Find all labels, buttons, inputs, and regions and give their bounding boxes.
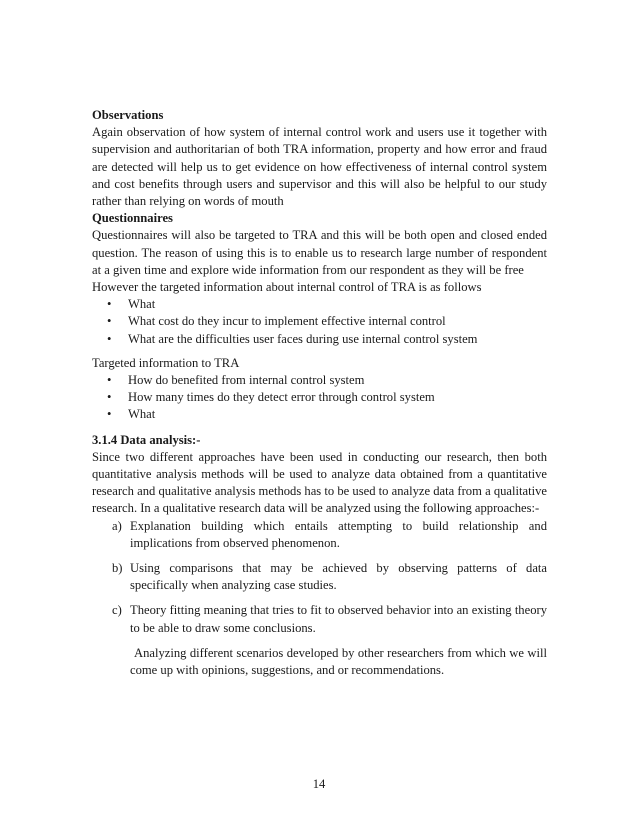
list-item-text: What are the difficulties user faces during use internal control system: [128, 331, 478, 346]
list-item: [107, 372, 547, 389]
questionnaires-list: [92, 296, 547, 348]
bullet-icon: •: [107, 297, 112, 312]
list-item: [107, 406, 547, 423]
list-item: [107, 389, 547, 406]
page-number: 14: [312, 777, 326, 791]
questionnaires-paragraph: Questionnaires will also be targeted to TRA and this will be both open and closed ended question. The reason of using this is to enable us to research large number of respondent at a given time and explore wide information from our respondent as they will be free: [92, 228, 547, 277]
bullet-icon: •: [107, 331, 112, 346]
observations-paragraph: Again observation of how system of internal control work and users use it together with supervision and authoritarian of both TRA information, property and how error and fraud are detected will help us to get evidence on how effectiveness of internal control system and cost benefits through users and supervisor and this will also be helpful to our study rather than relying on words of mouth: [92, 125, 547, 209]
questionnaires-heading: Questionnaires: [92, 211, 173, 226]
list-item-text: What: [128, 297, 156, 312]
list-item-text: How many times do they detect error through control system: [128, 390, 435, 405]
bullet-icon: •: [107, 373, 112, 388]
approach-text: Explanation building which entails attempting to build relationship and implications from observed phenomenon.: [130, 518, 547, 550]
closing-paragraph: Analyzing different scenarios developed by other researchers from which we will come up with opinions, suggestions, and or recommendations.: [130, 645, 547, 678]
approach-item: [92, 518, 547, 552]
bullet-icon: •: [107, 407, 112, 422]
targeted-heading: Targeted information to TRA: [92, 355, 240, 370]
document-page: [92, 107, 547, 679]
list-item-text: What cost do they incur to implement effective internal control: [128, 314, 446, 329]
approach-item: [92, 602, 547, 636]
list-item: [107, 296, 547, 313]
approach-text: Using comparisons that may be achieved by observing patterns of data specifically when analyzing case studies.: [130, 561, 547, 593]
bullet-icon: •: [107, 314, 112, 329]
approach-text: Theory fitting meaning that tries to fit to observed behavior into an existing theory to be able to draw some conclusions.: [130, 603, 547, 635]
approach-marker: c): [112, 603, 122, 618]
list-item-text: How do benefited from internal control system: [128, 373, 365, 388]
bullet-icon: •: [107, 390, 112, 405]
data-analysis-heading: 3.1.4 Data analysis:-: [92, 432, 201, 447]
approach-item: [92, 560, 547, 594]
approach-marker: a): [112, 518, 122, 533]
targeted-list: [92, 372, 547, 424]
list-item: [107, 331, 547, 348]
approaches-list: [92, 518, 547, 637]
observations-heading: Observations: [92, 108, 164, 122]
data-analysis-paragraph: Since two different approaches have been used in conducting our research, then both quantitative analysis methods will be used to analyze data obtained from a quantitative research and qualitative analysis methods has to be used to analyze data from a qualitative research. In a qualitative research data will be analyzed using the following approaches:-: [92, 449, 547, 516]
approach-marker: b): [112, 561, 123, 576]
list-item-text: What: [128, 407, 156, 422]
list-item: [107, 313, 547, 330]
questionnaires-intro: However the targeted information about internal control of TRA is as follows: [92, 280, 482, 295]
